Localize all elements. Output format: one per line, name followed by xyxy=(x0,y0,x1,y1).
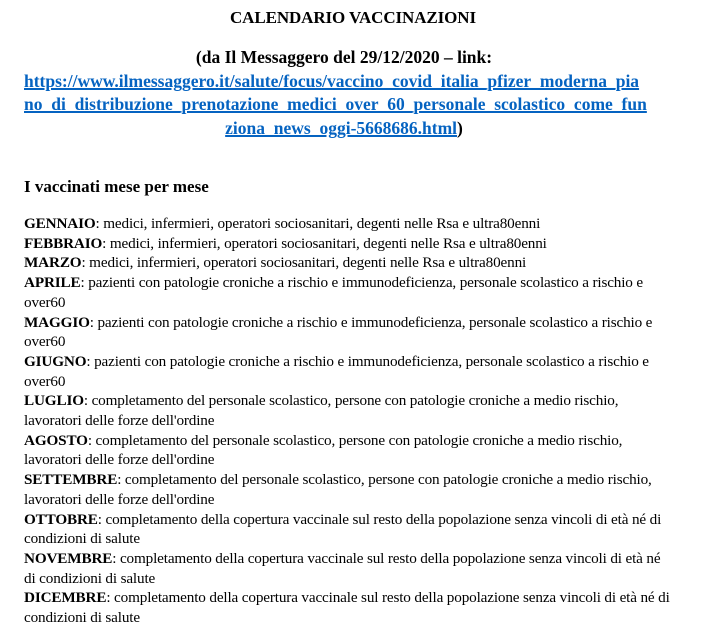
source-suffix: ) xyxy=(457,117,463,138)
month-description: : completamento della copertura vaccinale sul resto della popolazione senza vincoli di età né di condizioni di salute xyxy=(24,549,661,587)
month-description: : pazienti con patologie croniche a rischio e immunodeficienza, personale scolastico a rischio e over60 xyxy=(24,313,653,351)
month-name: GENNAIO xyxy=(24,215,96,232)
source-citation xyxy=(24,46,664,140)
month-entry-dicembre xyxy=(24,588,672,627)
month-entry-agosto xyxy=(24,431,672,470)
month-name: MAGGIO xyxy=(24,313,90,331)
month-description: : medici, infermieri, operatori sociosanitari, degenti nelle Rsa e ultra80enni xyxy=(81,254,527,272)
month-description: : completamento della copertura vaccinale sul resto della popolazione senza vincoli di età né di condizioni di salute xyxy=(24,589,670,627)
month-name: SETTEMBRE xyxy=(24,471,118,489)
month-name: DICEMBRE xyxy=(24,589,107,607)
source-prefix: (da Il Messaggero del 29/12/2020 – link: xyxy=(195,47,493,67)
month-description: : pazienti con patologie croniche a rischio e immunodeficienza, personale scolastico a rischio e over60 xyxy=(24,352,649,390)
month-description: : medici, infermieri, operatori sociosanitari, degenti nelle Rsa e ultra80enni xyxy=(95,215,541,232)
month-entry-luglio xyxy=(24,391,672,430)
month-description: : completamento del personale scolastico, persone con patologie croniche a medio rischio, lavoratori delle forze dell'ordine xyxy=(24,431,623,469)
month-entry-ottobre xyxy=(24,510,672,549)
source-link-line-2[interactable]: no_di_distribuzione_prenotazione_medici_over_60_personale_scolastico_come_fun xyxy=(24,94,647,114)
month-name: FEBBRAIO xyxy=(24,234,103,252)
month-entry-aprile xyxy=(24,273,672,312)
month-description: : medici, infermieri, operatori sociosanitari, degenti nelle Rsa e ultra80enni xyxy=(102,234,547,252)
month-name: APRILE xyxy=(24,274,81,292)
month-name: OTTOBRE xyxy=(24,510,98,528)
month-entry-novembre xyxy=(24,549,672,588)
month-entry-gennaio xyxy=(24,214,672,234)
month-entry-febbraio xyxy=(24,234,672,254)
month-description: : completamento del personale scolastico, persone con patologie croniche a medio rischio, lavoratori delle forze dell'ordine xyxy=(24,471,652,508)
section-heading: I vaccinati mese per mese xyxy=(24,177,209,196)
month-entry-marzo xyxy=(24,253,672,273)
month-description: : completamento della copertura vaccinale sul resto della popolazione senza vincoli di età né di condizioni di salute xyxy=(24,510,662,548)
month-name: GIUGNO xyxy=(24,352,87,370)
months-list xyxy=(24,214,672,628)
month-description: : pazienti con patologie croniche a rischio e immunodeficienza, personale scolastico a rischio e over60 xyxy=(24,274,643,311)
document-title: CALENDARIO VACCINAZIONI xyxy=(230,8,476,27)
month-entry-settembre xyxy=(24,470,672,509)
month-name: AGOSTO xyxy=(24,431,88,449)
month-name: NOVEMBRE xyxy=(24,549,113,567)
source-link-line-1[interactable]: https://www.ilmessaggero.it/salute/focus/vaccino_covid_italia_pfizer_moderna_pia xyxy=(24,70,640,91)
month-entry-giugno xyxy=(24,352,672,391)
month-name: MARZO xyxy=(24,254,82,272)
month-entry-maggio xyxy=(24,313,672,352)
source-link-line-3[interactable]: ziona_news_oggi-5668686.html xyxy=(225,117,458,138)
month-name: LUGLIO xyxy=(24,392,84,410)
month-description: : completamento del personale scolastico, persone con patologie croniche a medio rischio, lavoratori delle forze dell'ordine xyxy=(24,392,619,430)
